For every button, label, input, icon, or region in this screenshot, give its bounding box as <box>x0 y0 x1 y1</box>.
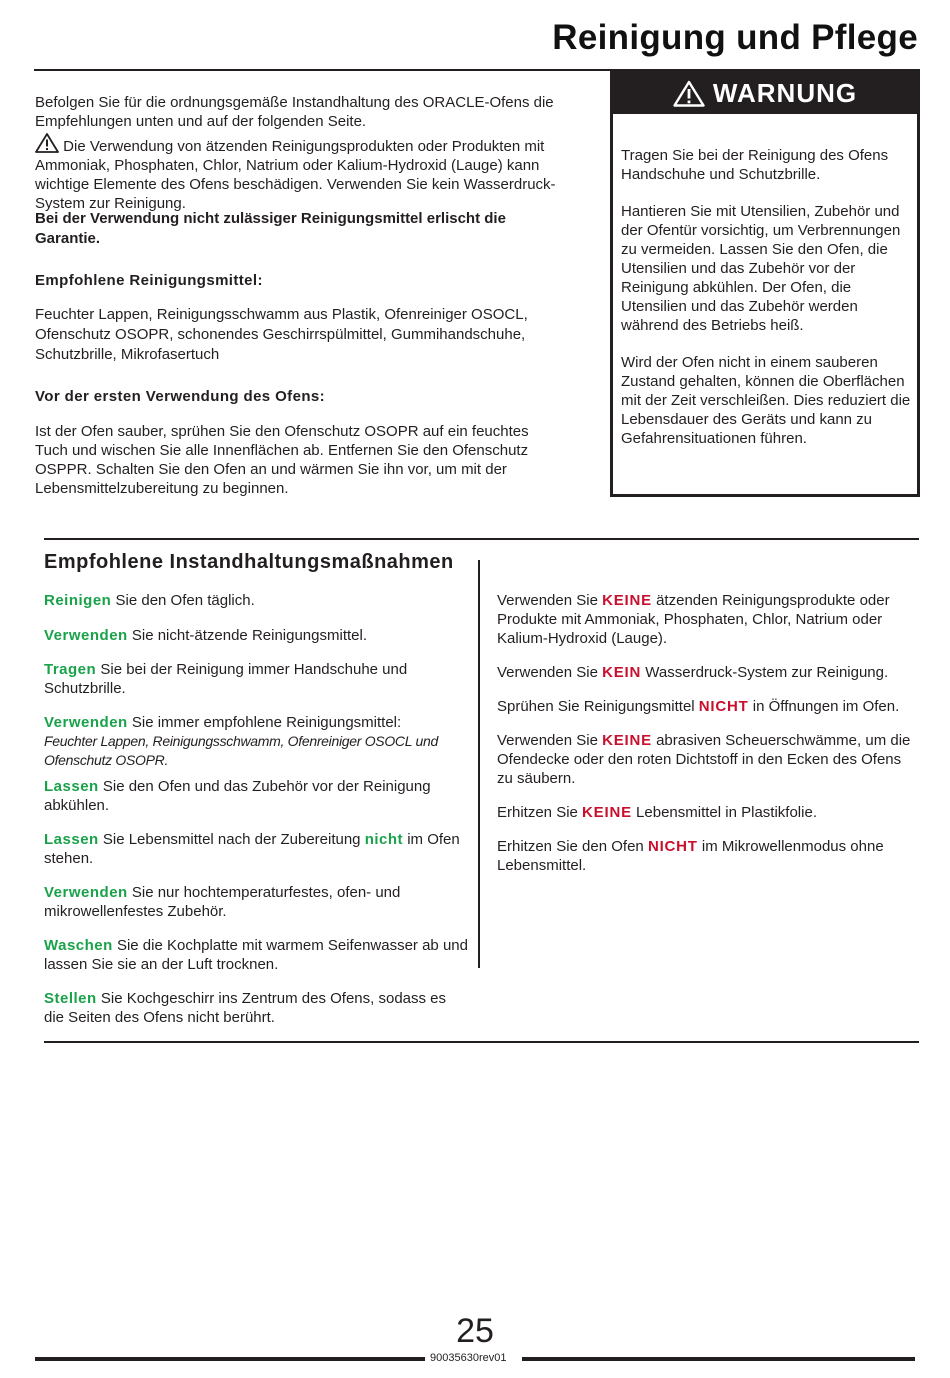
section-rule-bottom <box>44 1041 919 1043</box>
dont-item <box>497 803 919 822</box>
cleaners-heading: Empfohlene Reinigungsmittel: <box>35 272 263 289</box>
dont-keyword: NICHT <box>698 698 749 715</box>
do-text: Sie immer empfohlene Reinigungsmittel: <box>127 714 402 731</box>
do-item <box>44 713 469 770</box>
dont-text: in Öffnungen im Ofen. <box>748 698 900 715</box>
dont-text: Verwenden Sie <box>497 664 603 681</box>
warning-paragraph: Wird der Ofen nicht in einem sauberen Zustand gehalten, können die Oberflächen mit der Zeit verschleißen. Dies reduziert die Lebensdauer des Geräts und kann zu Gefahrensituationen führen. <box>621 354 911 447</box>
first-use-text: Ist der Ofen sauber, sprühen Sie den Ofenschutz OSOPR auf ein feuchtes Tuch und wischen Sie alle Innenflächen ab. Entfernen Sie den Ofenschutz OSPPR. Schalten Sie den Ofen an und wärmen Sie ihn vor, um mit der Lebensmittelzubereitung zu beginnen. <box>35 423 529 497</box>
title-rule <box>34 69 617 71</box>
dont-text: Lebensmittel in Plastikfolie. <box>631 804 817 821</box>
do-keyword: Verwenden <box>44 884 128 901</box>
do-item <box>44 936 469 974</box>
dont-item <box>497 591 919 648</box>
page-title: Reinigung und Pflege <box>552 18 918 57</box>
do-text: Sie den Ofen und das Zubehör vor der Reinigung abkühlen. <box>44 778 431 814</box>
warning-triangle-icon <box>35 133 59 153</box>
maintenance-title: Empfohlene Instandhaltungsmaßnahmen <box>44 551 454 573</box>
warning-header <box>613 72 917 114</box>
do-item <box>44 660 469 698</box>
footer-rule-left <box>35 1357 425 1361</box>
warning-paragraph: Hantieren Sie mit Utensilien, Zubehör und der Ofentür vorsichtig, um Verbrennungen zu vermeiden. Lassen Sie den Ofen, die Utensilien und das Zubehör vor der Reinigung abkühlen. Der Ofen, die Utensilien und das Zubehör werden während des Betriebs heiß. <box>621 203 901 334</box>
dont-text: im Mikrowellenmodus ohne Lebensmittel. <box>497 838 884 874</box>
dont-text: Wasserdruck-System zur Reinigung. <box>641 664 889 681</box>
cleaners-text: Feuchter Lappen, Reinigungsschwamm aus Plastik, Ofenreiniger OSOCL, Ofenschutz OSOPR, schonendes Geschirrspülmittel, Gummihandschuhe, Schutzbrille, Mikrofasertuch <box>35 306 528 363</box>
caution-text-line1: Die Verwendung von ätzenden Reinigungsprodukten oder Produkten mit <box>59 138 545 155</box>
dont-text: Erhitzen Sie <box>497 804 583 821</box>
do-keyword: Waschen <box>44 937 113 954</box>
warning-triangle-icon <box>673 80 705 107</box>
do-text: Sie nicht-ätzende Reinigungsmittel. <box>127 627 367 644</box>
do-keyword: Lassen <box>44 778 99 795</box>
do-item <box>44 626 469 645</box>
warranty-note: Bei der Verwendung nicht zulässiger Reinigungsmittel erlischt die Garantie. <box>35 210 506 247</box>
do-item <box>44 830 469 868</box>
column-divider <box>478 560 480 968</box>
do-text: im Ofen stehen. <box>44 831 460 867</box>
do-item <box>44 883 469 921</box>
do-item <box>44 989 469 1027</box>
dont-keyword: KEIN <box>602 664 642 681</box>
do-text: Sie Kochgeschirr ins Zentrum des Ofens, sodass es die Seiten des Ofens nicht berührt. <box>44 990 447 1026</box>
caution-paragraph <box>35 133 595 213</box>
footer-rule-right <box>522 1357 915 1361</box>
first-use-heading: Vor der ersten Verwendung des Ofens: <box>35 388 326 405</box>
dont-keyword: KEINE <box>602 592 652 609</box>
warning-label: WARNUNG <box>712 77 858 108</box>
intro-paragraph: Befolgen Sie für die ordnungsgemäße Instandhaltung des ORACLE-Ofens die Empfehlungen unten und auf der folgenden Seite. <box>35 94 554 130</box>
warning-paragraph: Tragen Sie bei der Reinigung des Ofens Handschuhe und Schutzbrille. <box>621 147 889 183</box>
dont-text: Sprühen Sie Reinigungsmittel <box>497 698 699 715</box>
dont-text: Verwenden Sie <box>497 592 603 609</box>
do-item <box>44 777 469 815</box>
dont-text: ätzenden Reinigungsprodukte oder Produkte mit Ammoniak, Phosphaten, Chlor, Natrium oder Kalium-Hydroxid (Lauge). <box>497 592 890 647</box>
do-keyword: Verwenden <box>44 714 128 731</box>
do-keyword: Verwenden <box>44 627 128 644</box>
warning-text <box>621 146 913 466</box>
do-text: Sie bei der Reinigung immer Handschuhe und Schutzbrille. <box>44 661 408 697</box>
do-keyword: Tragen <box>44 661 97 678</box>
dont-keyword: KEINE <box>602 732 652 749</box>
dont-item <box>497 731 919 788</box>
do-text: Sie die Kochplatte mit warmem Seifenwasser ab und lassen Sie sie an der Luft trocknen. <box>44 937 468 973</box>
document-code: 90035630rev01 <box>430 1352 507 1364</box>
dont-keyword: KEINE <box>582 804 632 821</box>
do-keyword: Lassen <box>44 831 99 848</box>
dont-item <box>497 837 919 875</box>
do-text: Sie nur hochtemperaturfestes, ofen- und mikrowellenfestes Zubehör. <box>44 884 401 920</box>
dont-keyword: NICHT <box>647 838 698 855</box>
dont-item <box>497 663 919 682</box>
do-item <box>44 591 469 610</box>
do-keyword: Stellen <box>44 990 97 1007</box>
caution-text: Ammoniak, Phosphaten, Chlor, Natrium oder Kalium-Hydroxid (Lauge) kann wichtige Elemente des Ofens beschädigen. Verwenden Sie kein Wasserdruck-System zur Reinigung. <box>35 157 556 212</box>
page-number: 25 <box>456 1312 494 1350</box>
dont-text: Verwenden Sie <box>497 732 603 749</box>
do-text: Sie Lebensmittel nach der Zubereitung <box>98 831 365 848</box>
do-text: Sie den Ofen täglich. <box>111 592 255 609</box>
dont-text: Erhitzen Sie den Ofen <box>497 838 648 855</box>
do-keyword-nicht: nicht <box>364 831 404 848</box>
do-keyword: Reinigen <box>44 592 112 609</box>
dont-item <box>497 697 919 716</box>
warning-box <box>610 69 920 497</box>
section-rule-top <box>44 538 919 540</box>
do-italic-note: Feuchter Lappen, Reinigungsschwamm, Ofenreiniger OSOCL und Ofenschutz OSOPR. <box>44 733 439 768</box>
dont-text: abrasiven Scheuerschwämme, um die Ofendecke oder den roten Dichtstoff in den Ecken des Ofens zu säubern. <box>497 732 911 787</box>
